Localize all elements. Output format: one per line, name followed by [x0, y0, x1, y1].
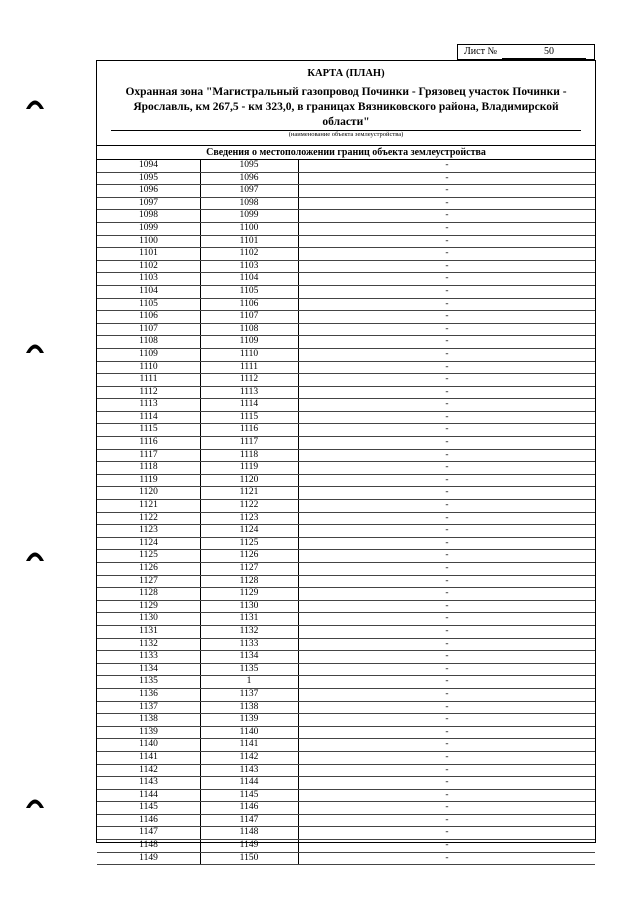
to-point-cell: 1143 — [200, 765, 299, 777]
table-row — [97, 765, 595, 778]
description-cell: - — [445, 651, 449, 662]
to-point-cell: 1 — [200, 676, 299, 688]
to-point-cell: 1120 — [200, 475, 299, 487]
description-cell: - — [445, 613, 449, 624]
to-point-cell: 1124 — [200, 525, 299, 537]
from-point-cell: 1121 — [97, 500, 201, 512]
from-point-cell: 1122 — [97, 513, 201, 525]
from-point-cell: 1126 — [97, 563, 201, 575]
table-row — [97, 399, 595, 412]
table-row — [97, 702, 595, 715]
description-cell: - — [445, 361, 449, 372]
description-cell: - — [445, 197, 449, 208]
table-row — [97, 727, 595, 740]
table-row — [97, 236, 595, 249]
from-point-cell: 1108 — [97, 336, 201, 348]
sheet-label: Лист № — [464, 46, 497, 57]
description-cell: - — [445, 374, 449, 385]
to-point-cell: 1115 — [200, 412, 299, 424]
table-row — [97, 840, 595, 853]
from-point-cell: 1113 — [97, 399, 201, 411]
from-point-cell: 1118 — [97, 462, 201, 474]
from-point-cell: 1096 — [97, 185, 201, 197]
table-row — [97, 576, 595, 589]
table-row — [97, 324, 595, 337]
description-cell: - — [445, 185, 449, 196]
description-cell: - — [445, 348, 449, 359]
description-cell: - — [445, 852, 449, 863]
from-point-cell: 1095 — [97, 173, 201, 185]
from-point-cell: 1130 — [97, 613, 201, 625]
to-point-cell: 1103 — [200, 261, 299, 273]
from-point-cell: 1139 — [97, 727, 201, 739]
from-point-cell: 1138 — [97, 714, 201, 726]
table-row — [97, 210, 595, 223]
to-point-cell: 1096 — [200, 173, 299, 185]
from-point-cell: 1143 — [97, 777, 201, 789]
to-point-cell: 1131 — [200, 613, 299, 625]
description-cell: - — [445, 537, 449, 548]
from-point-cell: 1097 — [97, 198, 201, 210]
description-cell: - — [445, 260, 449, 271]
table-row — [97, 349, 595, 362]
description-cell: - — [445, 285, 449, 296]
description-cell: - — [445, 714, 449, 725]
sheet-number-underline — [502, 58, 586, 59]
table-row — [97, 248, 595, 261]
from-point-cell: 1102 — [97, 261, 201, 273]
description-cell: - — [445, 638, 449, 649]
to-point-cell: 1100 — [200, 223, 299, 235]
to-point-cell: 1121 — [200, 487, 299, 499]
description-cell: - — [445, 588, 449, 599]
from-point-cell: 1123 — [97, 525, 201, 537]
to-point-cell: 1146 — [200, 802, 299, 814]
from-point-cell: 1103 — [97, 273, 201, 285]
punch-hole-mark — [24, 340, 46, 354]
punch-hole-mark — [24, 548, 46, 562]
to-point-cell: 1109 — [200, 336, 299, 348]
description-cell: - — [445, 172, 449, 183]
to-point-cell: 1138 — [200, 702, 299, 714]
description-cell: - — [445, 575, 449, 586]
table-row — [97, 160, 595, 173]
table-row — [97, 198, 595, 211]
table-row — [97, 223, 595, 236]
punch-hole-mark — [24, 96, 46, 110]
from-point-cell: 1116 — [97, 437, 201, 449]
description-cell: - — [445, 323, 449, 334]
table-row — [97, 500, 595, 513]
from-point-cell: 1101 — [97, 248, 201, 260]
description-cell: - — [445, 399, 449, 410]
table-row — [97, 563, 595, 576]
from-point-cell: 1142 — [97, 765, 201, 777]
description-cell: - — [445, 512, 449, 523]
to-point-cell: 1150 — [200, 853, 299, 865]
from-point-cell: 1148 — [97, 840, 201, 852]
table-row — [97, 538, 595, 551]
table-row — [97, 853, 595, 866]
table-row — [97, 261, 595, 274]
table-row — [97, 613, 595, 626]
table-row — [97, 362, 595, 375]
description-cell: - — [445, 789, 449, 800]
to-point-cell: 1101 — [200, 236, 299, 248]
to-point-cell: 1135 — [200, 664, 299, 676]
table-row — [97, 525, 595, 538]
from-point-cell: 1112 — [97, 387, 201, 399]
to-point-cell: 1128 — [200, 576, 299, 588]
document-subject: Охранная зона "Магистральный газопровод Починки - Грязовец участок Починки - Ярославль, км 267,5 - км 323,0, в границах Вязниковского района, Владимирской области" — [125, 86, 567, 128]
to-point-cell: 1145 — [200, 790, 299, 802]
from-point-cell: 1146 — [97, 815, 201, 827]
description-cell: - — [445, 739, 449, 750]
description-cell: - — [445, 777, 449, 788]
from-point-cell: 1136 — [97, 689, 201, 701]
description-cell: - — [445, 663, 449, 674]
table-row — [97, 311, 595, 324]
to-point-cell: 1133 — [200, 639, 299, 651]
description-cell: - — [445, 336, 449, 347]
description-cell: - — [445, 248, 449, 259]
to-point-cell: 1099 — [200, 210, 299, 222]
document-frame — [96, 60, 596, 863]
table-row — [97, 336, 595, 349]
to-point-cell: 1114 — [200, 399, 299, 411]
to-point-cell: 1111 — [200, 362, 299, 374]
from-point-cell: 1125 — [97, 550, 201, 562]
description-cell: - — [445, 424, 449, 435]
from-point-cell: 1106 — [97, 311, 201, 323]
to-point-cell: 1119 — [200, 462, 299, 474]
table-row — [97, 815, 595, 828]
from-point-cell: 1119 — [97, 475, 201, 487]
from-point-cell: 1117 — [97, 450, 201, 462]
from-point-cell: 1115 — [97, 424, 201, 436]
to-point-cell: 1144 — [200, 777, 299, 789]
to-point-cell: 1102 — [200, 248, 299, 260]
from-point-cell: 1127 — [97, 576, 201, 588]
to-point-cell: 1147 — [200, 815, 299, 827]
to-point-cell: 1112 — [200, 374, 299, 386]
table-row — [97, 374, 595, 387]
from-point-cell: 1144 — [97, 790, 201, 802]
description-cell: - — [445, 298, 449, 309]
section-title: Сведения о местоположении границ объекта землеустройства — [206, 147, 486, 158]
table-row — [97, 387, 595, 400]
table-row — [97, 689, 595, 702]
from-point-cell: 1094 — [97, 160, 201, 172]
to-point-cell: 1126 — [200, 550, 299, 562]
table-row — [97, 185, 595, 198]
document-title: КАРТА (ПЛАН) — [307, 68, 385, 79]
table-row — [97, 487, 595, 500]
punch-hole-mark — [24, 795, 46, 809]
table-row — [97, 437, 595, 450]
to-point-cell: 1104 — [200, 273, 299, 285]
from-point-cell: 1141 — [97, 752, 201, 764]
to-point-cell: 1132 — [200, 626, 299, 638]
to-point-cell: 1113 — [200, 387, 299, 399]
boundary-table — [97, 159, 595, 865]
from-point-cell: 1100 — [97, 236, 201, 248]
header-divider — [97, 145, 595, 146]
table-row — [97, 651, 595, 664]
from-point-cell: 1109 — [97, 349, 201, 361]
table-row — [97, 550, 595, 563]
table-row — [97, 827, 595, 840]
description-cell: - — [445, 160, 449, 170]
to-point-cell: 1134 — [200, 651, 299, 663]
to-point-cell: 1110 — [200, 349, 299, 361]
to-point-cell: 1098 — [200, 198, 299, 210]
description-cell: - — [445, 802, 449, 813]
to-point-cell: 1097 — [200, 185, 299, 197]
table-row — [97, 664, 595, 677]
description-cell: - — [445, 676, 449, 687]
to-point-cell: 1123 — [200, 513, 299, 525]
description-cell: - — [445, 210, 449, 221]
description-cell: - — [445, 625, 449, 636]
from-point-cell: 1140 — [97, 739, 201, 751]
table-row — [97, 676, 595, 689]
to-point-cell: 1130 — [200, 601, 299, 613]
from-point-cell: 1107 — [97, 324, 201, 336]
description-cell: - — [445, 751, 449, 762]
description-cell: - — [445, 462, 449, 473]
to-point-cell: 1139 — [200, 714, 299, 726]
table-row — [97, 714, 595, 727]
table-row — [97, 601, 595, 614]
to-point-cell: 1125 — [200, 538, 299, 550]
to-point-cell: 1142 — [200, 752, 299, 764]
table-row — [97, 462, 595, 475]
to-point-cell: 1129 — [200, 588, 299, 600]
to-point-cell: 1095 — [200, 160, 299, 172]
description-cell: - — [445, 500, 449, 511]
table-row — [97, 739, 595, 752]
from-point-cell: 1114 — [97, 412, 201, 424]
to-point-cell: 1127 — [200, 563, 299, 575]
to-point-cell: 1137 — [200, 689, 299, 701]
table-row — [97, 588, 595, 601]
description-cell: - — [445, 386, 449, 397]
from-point-cell: 1131 — [97, 626, 201, 638]
description-cell: - — [445, 726, 449, 737]
from-point-cell: 1149 — [97, 853, 201, 865]
description-cell: - — [445, 273, 449, 284]
description-cell: - — [445, 474, 449, 485]
table-row — [97, 450, 595, 463]
from-point-cell: 1135 — [97, 676, 201, 688]
table-row — [97, 286, 595, 299]
table-row — [97, 299, 595, 312]
to-point-cell: 1122 — [200, 500, 299, 512]
from-point-cell: 1099 — [97, 223, 201, 235]
description-cell: - — [445, 827, 449, 838]
to-point-cell: 1149 — [200, 840, 299, 852]
from-point-cell: 1133 — [97, 651, 201, 663]
description-cell: - — [445, 764, 449, 775]
to-point-cell: 1106 — [200, 299, 299, 311]
description-cell: - — [445, 437, 449, 448]
from-point-cell: 1105 — [97, 299, 201, 311]
sheet-number: 50 — [544, 46, 554, 57]
sheet-number-box — [457, 44, 595, 60]
from-point-cell: 1145 — [97, 802, 201, 814]
from-point-cell: 1098 — [97, 210, 201, 222]
to-point-cell: 1118 — [200, 450, 299, 462]
description-cell: - — [445, 814, 449, 825]
from-point-cell: 1137 — [97, 702, 201, 714]
description-cell: - — [445, 563, 449, 573]
description-cell: - — [445, 600, 449, 611]
description-cell: - — [445, 235, 449, 246]
subject-caption: (наименование объекта землеустройства) — [288, 131, 404, 138]
from-point-cell: 1120 — [97, 487, 201, 499]
table-row — [97, 752, 595, 765]
from-point-cell: 1147 — [97, 827, 201, 839]
to-point-cell: 1108 — [200, 324, 299, 336]
table-row — [97, 777, 595, 790]
description-cell: - — [445, 550, 449, 561]
description-cell: - — [445, 525, 449, 536]
from-point-cell: 1134 — [97, 664, 201, 676]
table-row — [97, 790, 595, 803]
table-row — [97, 173, 595, 186]
table-row — [97, 639, 595, 652]
table-row — [97, 273, 595, 286]
from-point-cell: 1128 — [97, 588, 201, 600]
description-cell: - — [445, 311, 449, 322]
table-row — [97, 412, 595, 425]
from-point-cell: 1124 — [97, 538, 201, 550]
to-point-cell: 1117 — [200, 437, 299, 449]
description-cell: - — [445, 688, 449, 699]
to-point-cell: 1140 — [200, 727, 299, 739]
description-cell: - — [445, 411, 449, 422]
table-row — [97, 802, 595, 815]
description-cell: - — [445, 449, 449, 460]
description-cell: - — [445, 701, 449, 712]
from-point-cell: 1110 — [97, 362, 201, 374]
from-point-cell: 1129 — [97, 601, 201, 613]
from-point-cell: 1111 — [97, 374, 201, 386]
to-point-cell: 1148 — [200, 827, 299, 839]
table-row — [97, 424, 595, 437]
description-cell: - — [445, 487, 449, 498]
table-row — [97, 513, 595, 526]
description-cell: - — [445, 222, 449, 233]
to-point-cell: 1107 — [200, 311, 299, 323]
from-point-cell: 1104 — [97, 286, 201, 298]
to-point-cell: 1141 — [200, 739, 299, 751]
description-cell: - — [445, 840, 449, 851]
from-point-cell: 1132 — [97, 639, 201, 651]
table-row — [97, 475, 595, 488]
table-row — [97, 626, 595, 639]
to-point-cell: 1116 — [200, 424, 299, 436]
to-point-cell: 1105 — [200, 286, 299, 298]
